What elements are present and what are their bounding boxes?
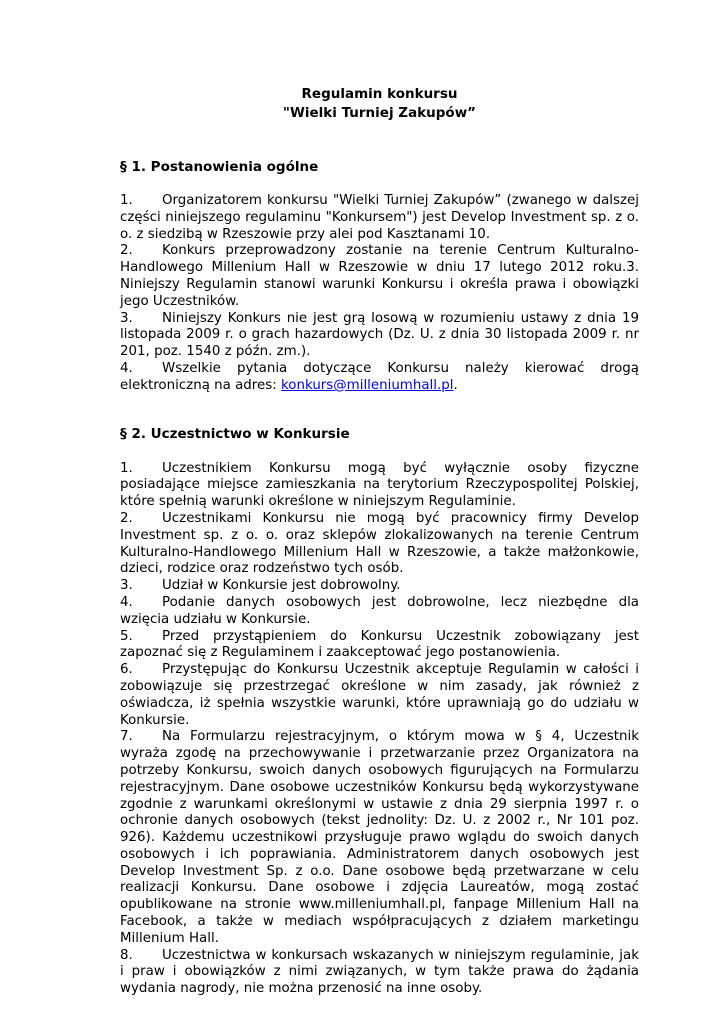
section-1-item-3: 3. Niniejszy Konkurs nie jest grą losową w rozumieniu ustawy z dnia 19 listopada 2009 r. o grach hazardowych (Dz. U. z dnia 30 listopada 2009 r. nr 201, poz. 1540 z późn. zm.).: [120, 310, 639, 360]
section-2-list: [120, 461, 639, 999]
section-1-heading: § 1. Postanowienia ogólne: [120, 159, 319, 175]
section-2-heading: § 2. Uczestnictwo w Konkursie: [120, 425, 350, 442]
section-1-item-2: 2. Konkurs przeprowadzony zostanie na terenie Centrum Kulturalno-Handlowego Millenium Hall w Rzeszowie w dniu 17 lutego 2012 roku.3. Niniejszy Regulamin stanowi warunki Konkursu i określa prawa i obowiązki jego Uczestników.: [120, 243, 639, 309]
contact-email-link[interactable]: konkurs@milleniumhall.pl: [281, 377, 454, 393]
section-1-item-1: 1. Organizatorem konkursu "Wielki Turniej Zakupów” (zwanego w dalszej części niniejszego regulaminu "Konkursem") jest Develop Investment sp. z o. o. z siedzibą w Rzeszowie przy alei pod Kasztanami 10.: [120, 193, 639, 242]
section-2-item-7: 7. Na Formularzu rejestracyjnym, o którym mowa w § 4, Uczestnik wyraża zgodę na przechowywanie i przetwarzanie przez Organizatora na potrzeby Konkursu, swoich danych osobowych figurujących na Formularzu rejestracyjnym. Dane osobowe uczestników Konkursu będą wykorzystywane zgodnie z warunkami określonymi w ustawie z dnia 29 sierpnia 1997 r. o ochronie danych osobowych (tekst jednolity: Dz. U. z 2002 r., Nr 101 poz. 926). Każdemu uczestnikowi przysługuje prawo wglądu do swoich danych osobowych i ich poprawiania. Administratorem danych osobowych jest Develop Investment Sp. z o.o. Dane osobowe będą przetwarzane w celu realizacji Konkursu. Dane osobowe i zdjęcia Laureatów, mogą zostać opublikowane na stronie www.milleniumhall.pl, fanpage Millenium Hall na Facebook, a także w mediach współpracujących z działem marketingu Millenium Hall.: [120, 729, 639, 946]
section-2-item-3: 3. Udział w Konkursie jest dobrowolny.: [120, 578, 401, 594]
section-2-item-4: 4. Podanie danych osobowych jest dobrowolne, lecz niezbędne dla wzięcia udziału w Konkursie.: [120, 594, 639, 627]
section-2-item-6: 6. Przystępując do Konkursu Uczestnik akceptuje Regulamin w całości i zobowiązuje się przestrzegać określone w nim zasady, jak również z oświadcza, iż spełnia wszystkie warunki, które uprawniają go do udziału w Konkursie.: [120, 662, 639, 728]
section-2-item-2: 2. Uczestnikami Konkursu nie mogą być pracownicy firmy Develop Investment sp. z o. o. oraz sklepów zlokalizowanych na terenie Centrum Kulturalno-Handlowego Millenium Hall w Rzeszowie, a także małżonkowie, dzieci, rodzice oraz rodzeństwo tych osób.: [120, 510, 639, 577]
section-1-item-4: 4. Wszelkie pytania dotyczące Konkursu należy kierować drogą elektroniczną na adres: konkurs@milleniumhall.pl.: [120, 360, 639, 393]
document-content: [120, 80, 639, 998]
document-subtitle: "Wielki Turniej Zakupów”: [282, 105, 477, 121]
section-1-list: [120, 193, 639, 395]
document-title: Regulamin konkursu: [301, 86, 458, 102]
section-2-item-5: 5. Przed przystąpieniem do Konkursu Uczestnik zobowiązany jest zapoznać się z Regulaminem i zaakceptować jego postanowienia.: [120, 628, 639, 661]
section-2-item-1: 1. Uczestnikiem Konkursu mogą być wyłącznie osoby fizyczne posiadające miejsce zamieszkania na terytorium Rzeczypospolitej Polskiej, które spełnią warunki określone w niniejszym Regulaminie.: [120, 460, 639, 510]
section-2-item-8: 8. Uczestnictwa w konkursach wskazanych w niniejszym regulaminie, jak i praw i obowiązków z nimi związanych, w tym także prawa do żądania wydania nagrody, nie można przenosić na inne osoby.: [120, 947, 639, 997]
